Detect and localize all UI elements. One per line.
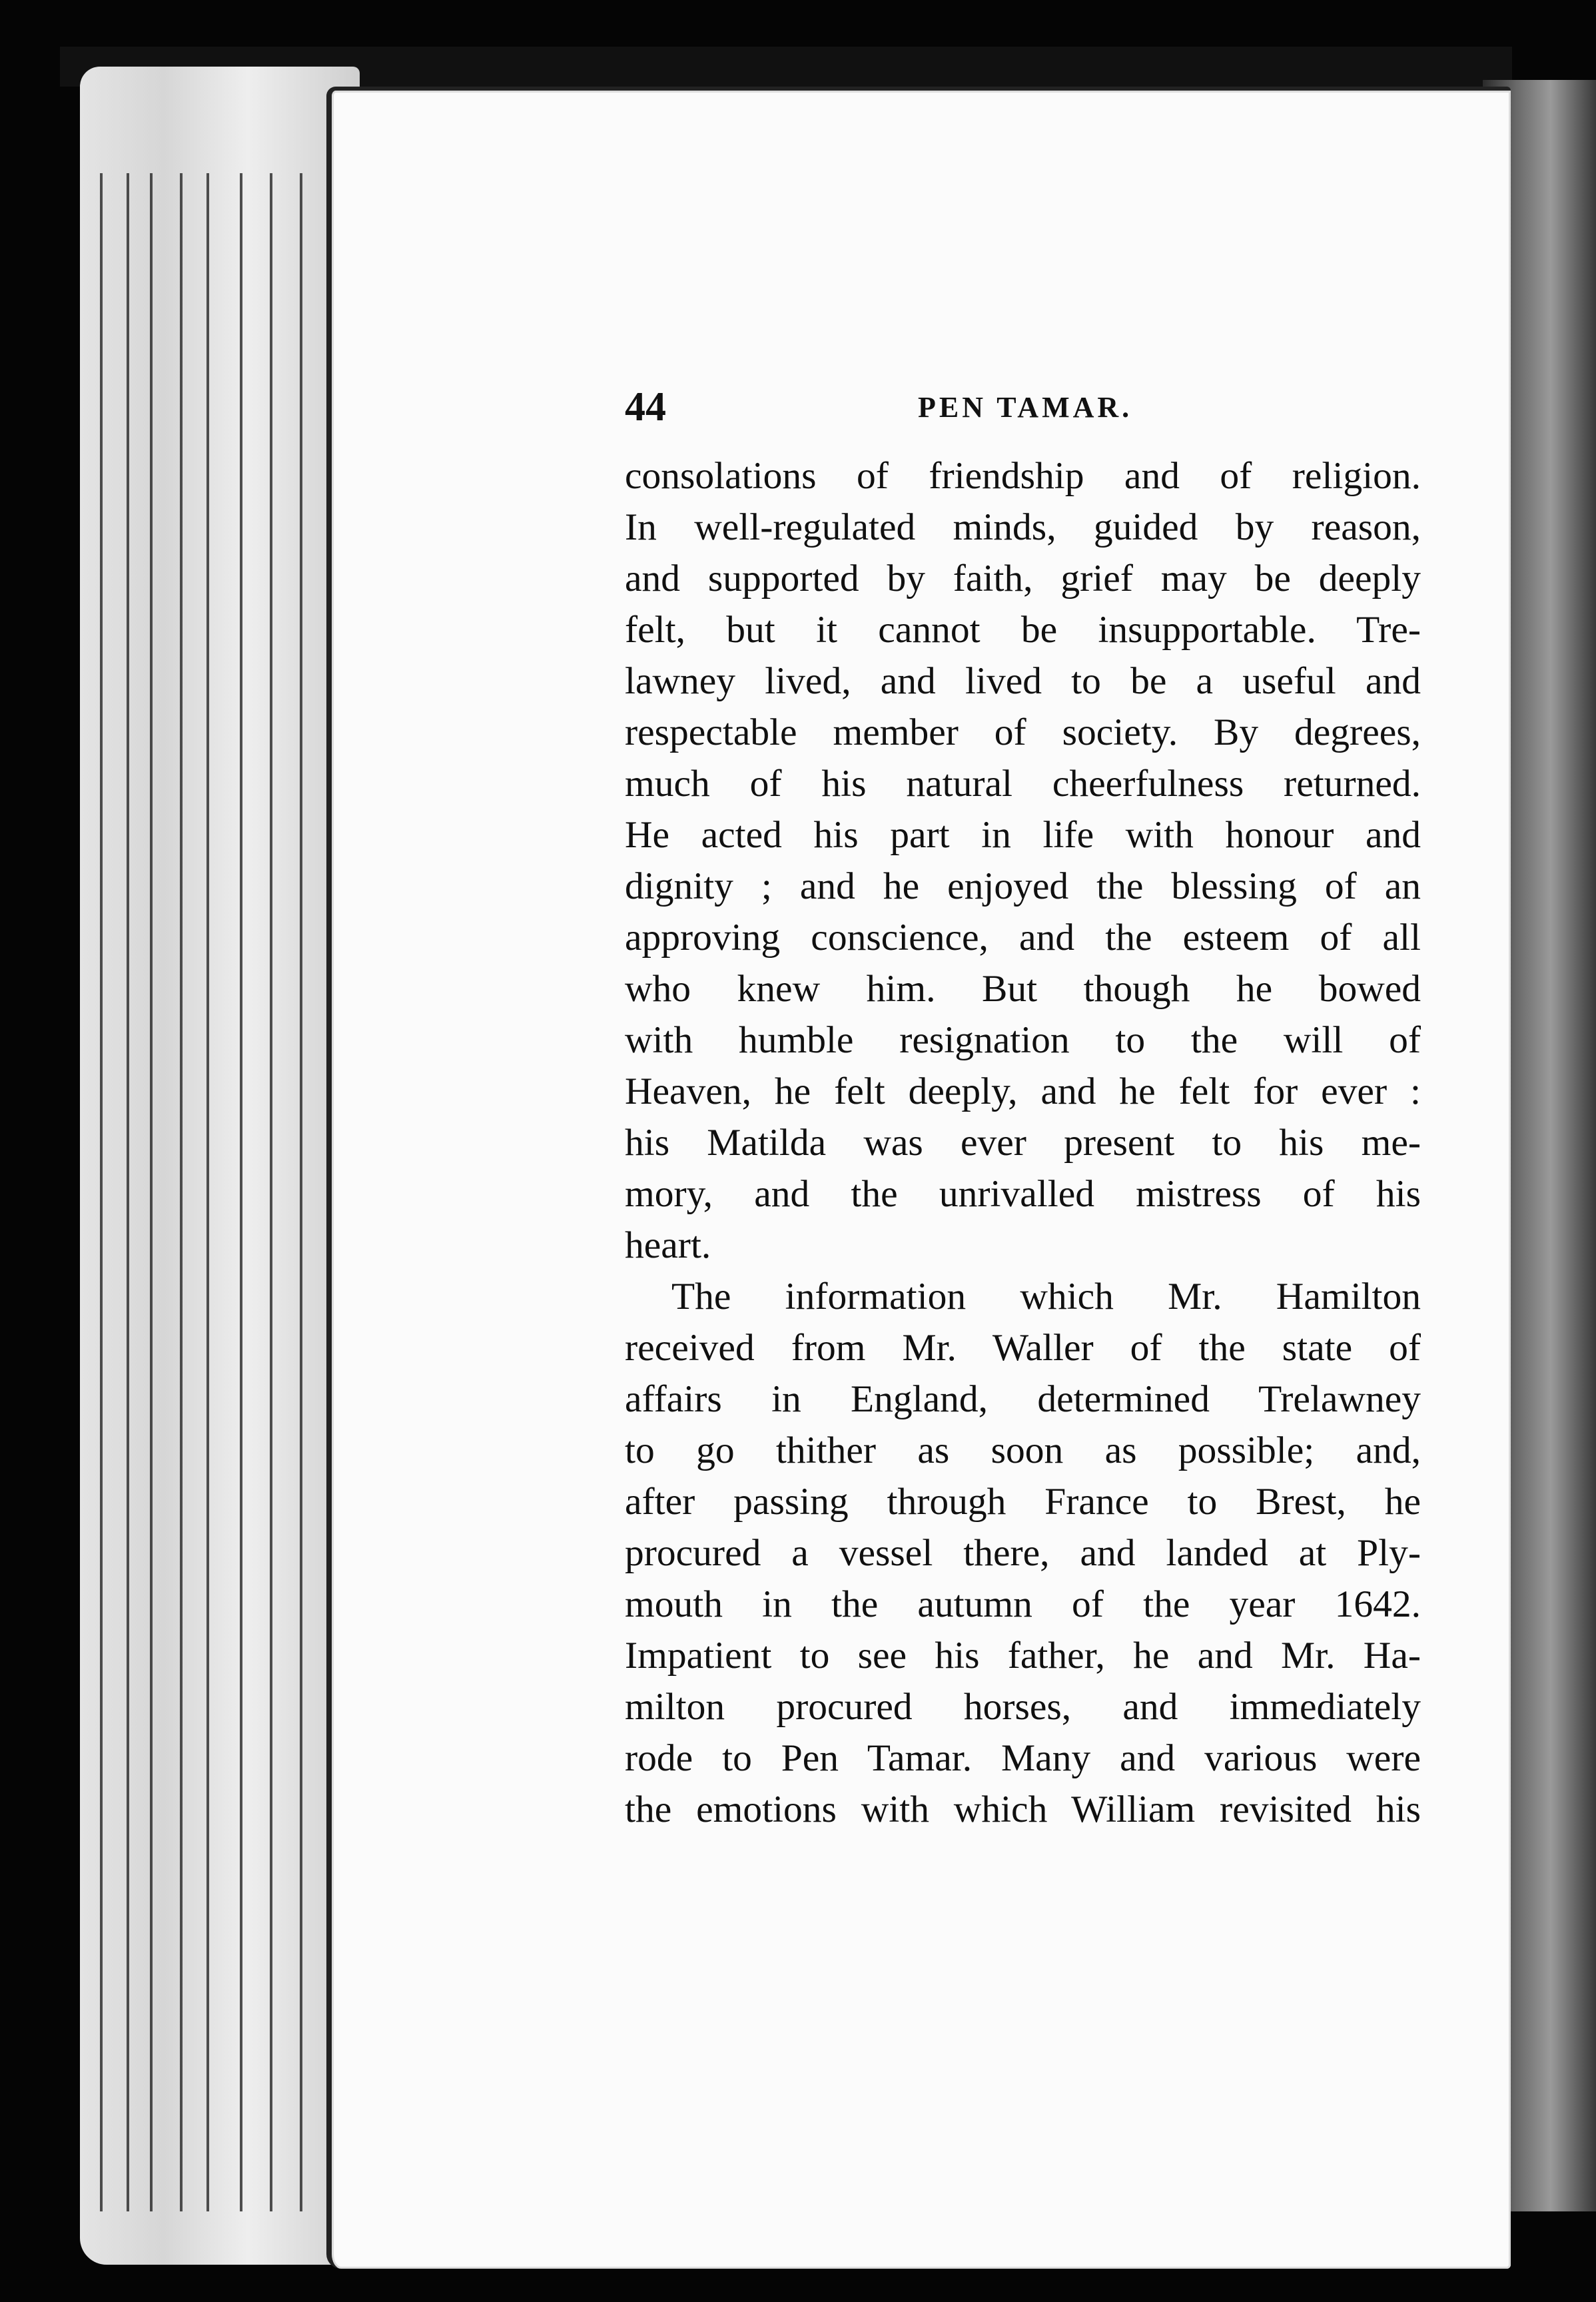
- text-line: rode to Pen Tamar. Many and various were: [625, 1737, 1421, 1779]
- text-line: heart.: [625, 1224, 711, 1266]
- page-number: 44: [625, 384, 666, 430]
- text-line: approving conscience, and the esteem of all: [625, 917, 1421, 959]
- text-line: procured a vessel there, and landed at Ply-: [625, 1532, 1421, 1574]
- text-line: The information which Mr. Hamilton: [671, 1276, 1421, 1318]
- page-edges-stack: [80, 67, 360, 2265]
- text-line: the emotions with which William revisited his: [625, 1788, 1421, 1830]
- book-page: [326, 87, 1511, 2269]
- text-line: mory, and the unrivalled mistress of his: [625, 1173, 1421, 1215]
- text-line: lawney lived, and lived to be a useful and: [625, 660, 1421, 702]
- text-line: with humble resignation to the will of: [625, 1019, 1421, 1061]
- page-header: [625, 384, 1491, 437]
- text-line: who knew him. But though he bowed: [625, 968, 1421, 1010]
- text-line: dignity ; and he enjoyed the blessing of an: [625, 865, 1421, 907]
- text-line: received from Mr. Waller of the state of: [625, 1327, 1421, 1369]
- body-text: [625, 450, 1421, 1835]
- text-line: respectable member of society. By degrees,: [625, 711, 1421, 753]
- text-line: to go thither as soon as possible; and,: [625, 1429, 1421, 1471]
- text-line: milton procured horses, and immediately: [625, 1686, 1421, 1728]
- text-line: In well-regulated minds, guided by reason,: [625, 506, 1421, 548]
- text-line: affairs in England, determined Trelawney: [625, 1378, 1421, 1420]
- text-line: He acted his part in life with honour and: [625, 814, 1421, 856]
- text-line: mouth in the autumn of the year 1642.: [625, 1583, 1421, 1625]
- text-line: and supported by faith, grief may be deeply: [625, 558, 1421, 599]
- text-line: consolations of friendship and of religion.: [625, 455, 1421, 497]
- text-line: much of his natural cheerfulness returned.: [625, 763, 1421, 805]
- text-line: Heaven, he felt deeply, and he felt for ever :: [625, 1070, 1421, 1112]
- text-line: after passing through France to Brest, he: [625, 1481, 1421, 1523]
- text-line: Impatient to see his father, he and Mr. Ha-: [625, 1635, 1421, 1677]
- paragraph-1: [625, 450, 1421, 1271]
- running-head: PEN TAMAR.: [918, 391, 1133, 424]
- text-line: felt, but it cannot be insupportable. Tre-: [625, 609, 1421, 651]
- paragraph-2: [625, 1271, 1421, 1835]
- text-line: his Matilda was ever present to his me-: [625, 1122, 1421, 1164]
